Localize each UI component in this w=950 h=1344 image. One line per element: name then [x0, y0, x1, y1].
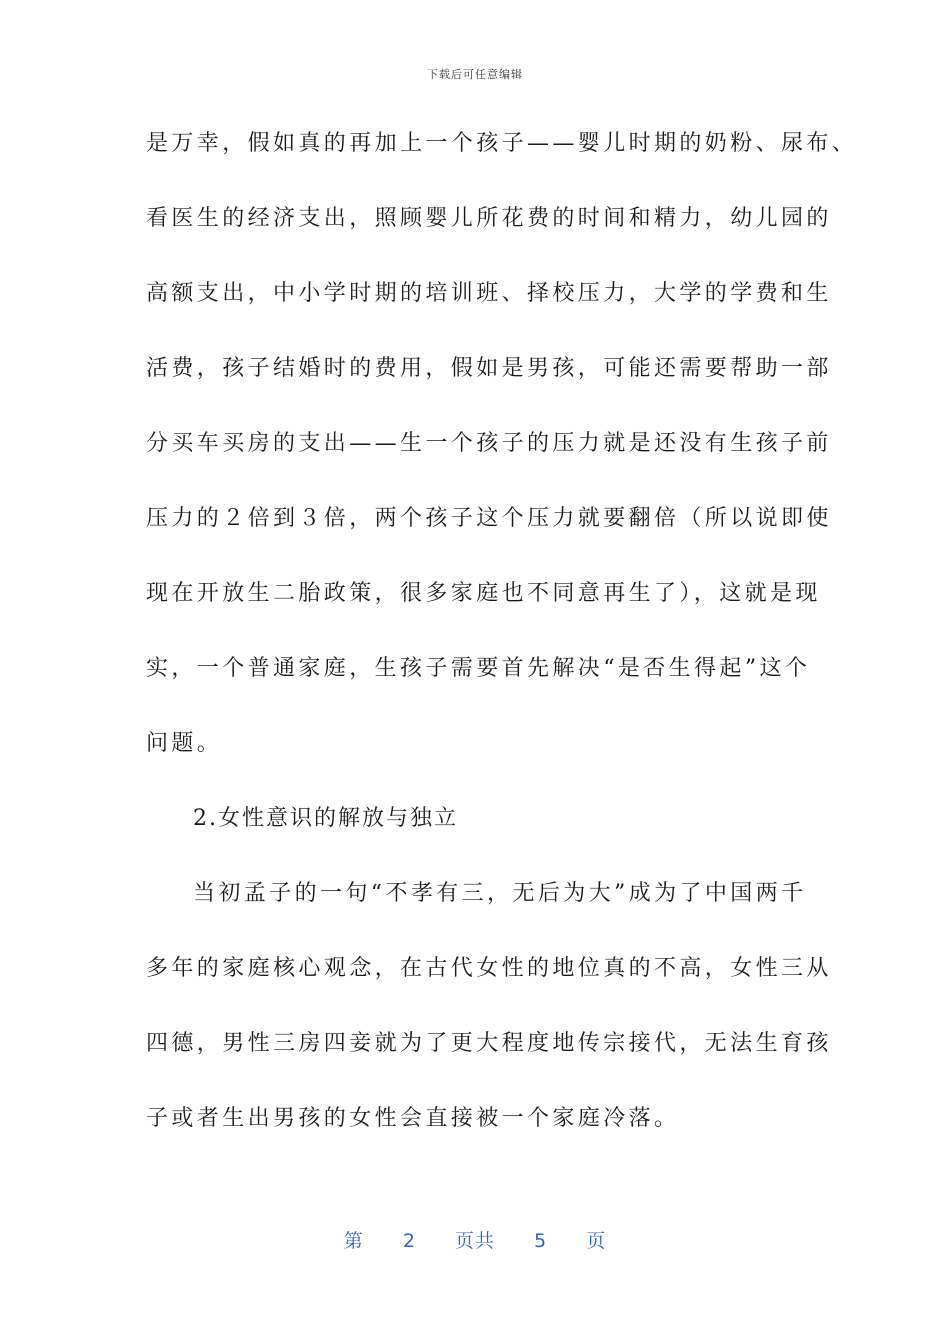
body-line: 四德，男性三房四妾就为了更大程度地传宗接代，无法生育孩 [146, 1031, 832, 1056]
body-line: 现在开放生二胎政策，很多家庭也不同意再生了），这就是现 [146, 581, 821, 606]
body-line: 子或者生出男孩的女性会直接被一个家庭冷落。 [146, 1106, 680, 1131]
body-line: 多年的家庭核心观念，在古代女性的地位真的不高，女性三从 [146, 956, 832, 981]
footer-total-pages: 5 [534, 1230, 548, 1252]
document-body [146, 122, 858, 1172]
body-line: 是万幸，假如真的再加上一个孩子——婴儿时期的奶粉、尿布、 [146, 131, 858, 156]
body-line: 分买车买房的支出——生一个孩子的压力就是还没有生孩子前 [146, 431, 832, 456]
header-note: 下载后可任意编辑 [427, 68, 523, 81]
body-line: 看医生的经济支出，照顾婴儿所花费的时间和精力，幼儿园的 [146, 206, 832, 231]
body-line: 实，一个普通家庭，生孩子需要首先解决“是否生得起”这个 [146, 656, 811, 681]
footer-current-page: 2 [402, 1230, 416, 1252]
page-footer [0, 1226, 950, 1253]
footer-word-page: 第 [343, 1230, 364, 1252]
body-line: 问题。 [146, 731, 223, 756]
section-heading: 2.女性意识的解放与独立 [193, 806, 458, 831]
body-line: 活费，孩子结婚时的费用，假如是男孩，可能还需要帮助一部 [146, 356, 832, 381]
footer-word-total: 页共 [454, 1230, 495, 1252]
body-line: 当初孟子的一句“不孝有三，无后为大”成为了中国两千 [193, 881, 807, 906]
body-line: 高额支出，中小学时期的培训班、择校压力，大学的学费和生 [146, 281, 832, 306]
footer-word-end: 页 [586, 1230, 607, 1252]
body-line: 压力的２倍到３倍，两个孩子这个压力就要翻倍（所以说即使 [146, 506, 832, 531]
